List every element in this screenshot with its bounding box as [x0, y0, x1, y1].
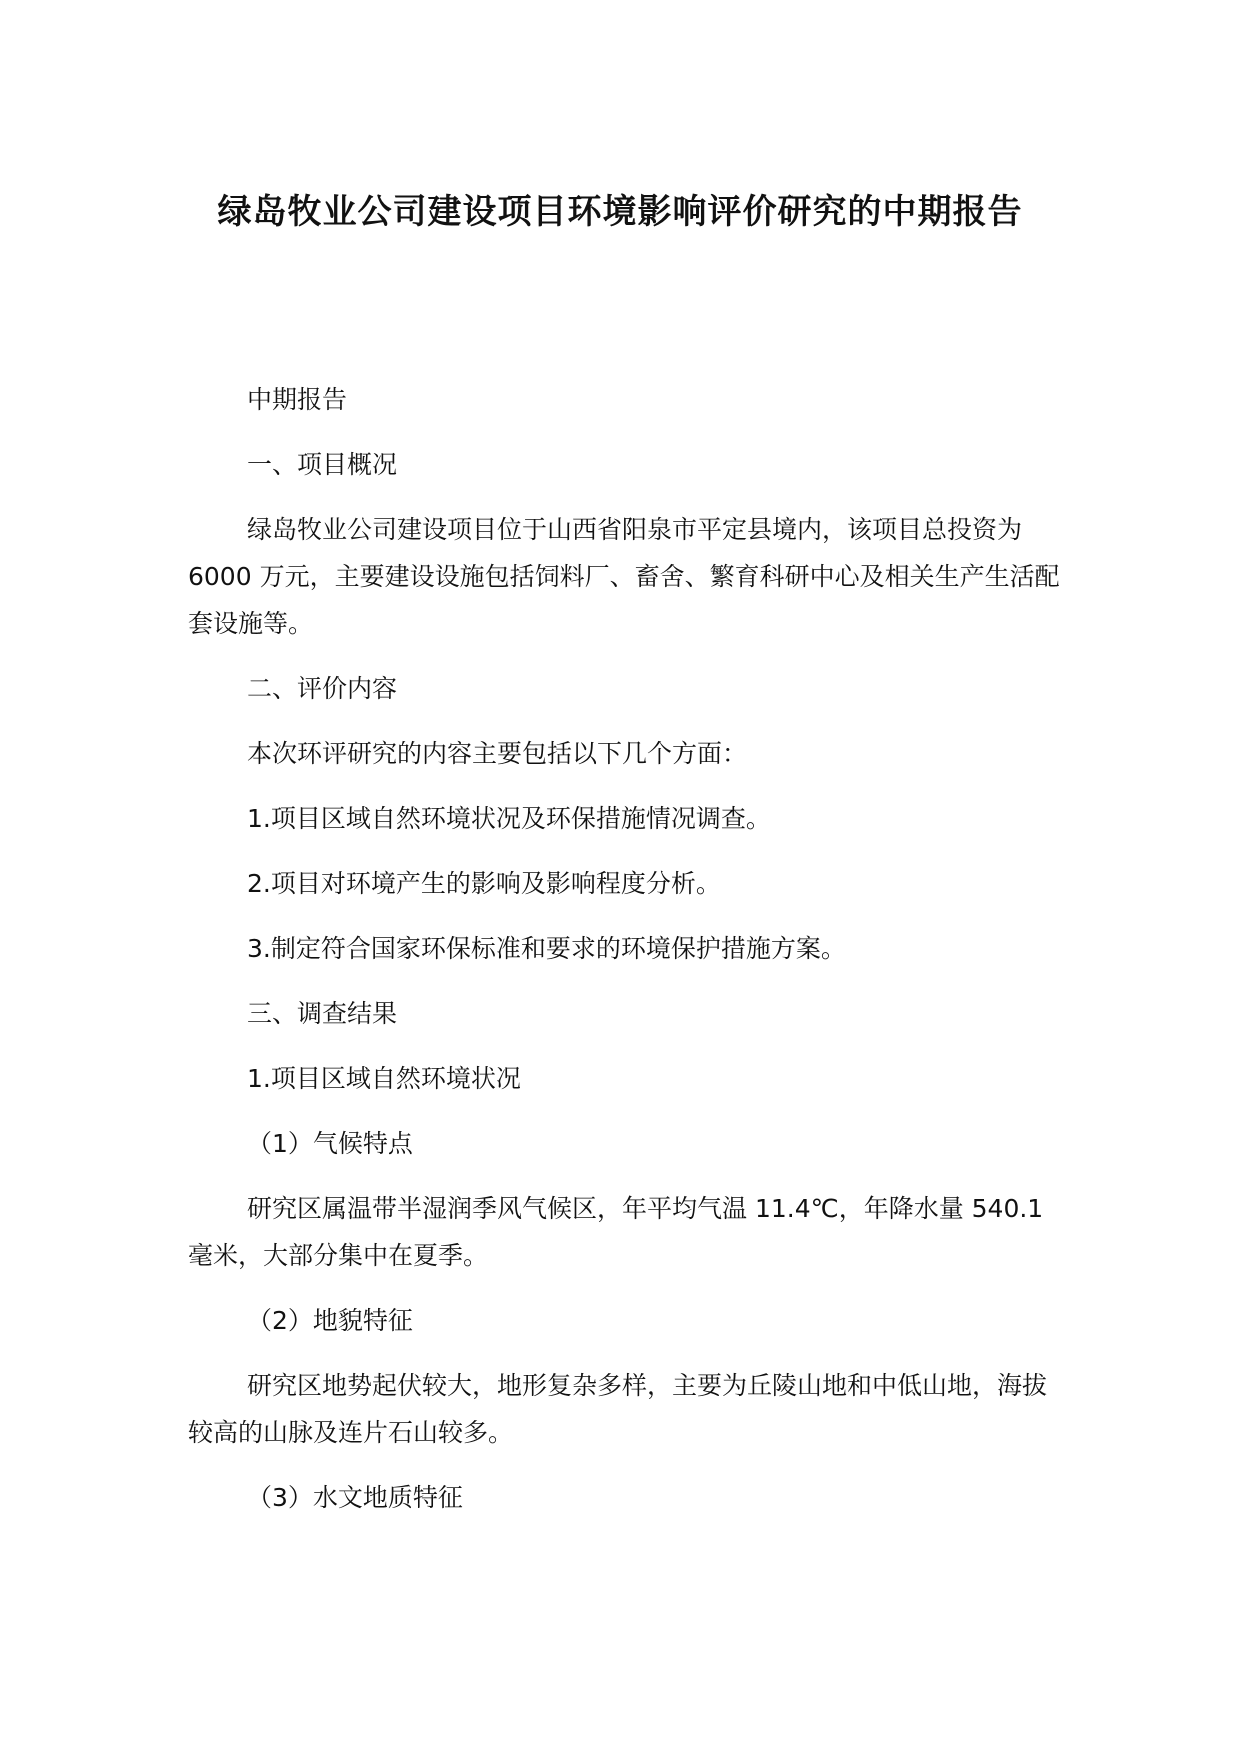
subheading-landform: （2）地貌特征	[247, 1306, 413, 1335]
paragraph-landform: 研究区地势起伏较大，地形复杂多样，主要为丘陵山地和中低山地，海拔较高的山脉及连片石山较多。	[188, 1371, 1048, 1447]
paragraph-climate: 研究区属温带半湿润季风气候区，年平均气温 11.4℃，年降水量 540.1 毫米，大部分集中在夏季。	[188, 1194, 1044, 1270]
document-title: 绿岛牧业公司建设项目环境影响评价研究的中期报告	[217, 192, 1023, 232]
subheading-hydrogeology: （3）水文地质特征	[247, 1483, 463, 1512]
paragraph-project-overview: 绿岛牧业公司建设项目位于山西省阳泉市平定县境内，该项目总投资为 6000 万元，主要建设设施包括饲料厂、畜舍、繁育科研中心及相关生产生活配套设施等。	[188, 515, 1060, 638]
subheading-climate: （1）气候特点	[247, 1129, 413, 1158]
heading-evaluation-content: 二、评价内容	[247, 674, 398, 703]
heading-project-overview: 一、项目概况	[247, 450, 398, 479]
document-body	[188, 376, 1068, 1539]
list-item-3: 3.制定符合国家环保标准和要求的环境保护措施方案。	[247, 934, 846, 963]
paragraph-section-label: 中期报告	[247, 385, 348, 414]
list-item-1: 1.项目区域自然环境状况及环保措施情况调查。	[247, 804, 771, 833]
list-item-2: 2.项目对环境产生的影响及影响程度分析。	[247, 869, 721, 898]
subheading-natural-environment: 1.项目区域自然环境状况	[247, 1064, 521, 1093]
heading-survey-results: 三、调查结果	[247, 999, 398, 1028]
paragraph-evaluation-intro: 本次环评研究的内容主要包括以下几个方面：	[247, 739, 748, 768]
